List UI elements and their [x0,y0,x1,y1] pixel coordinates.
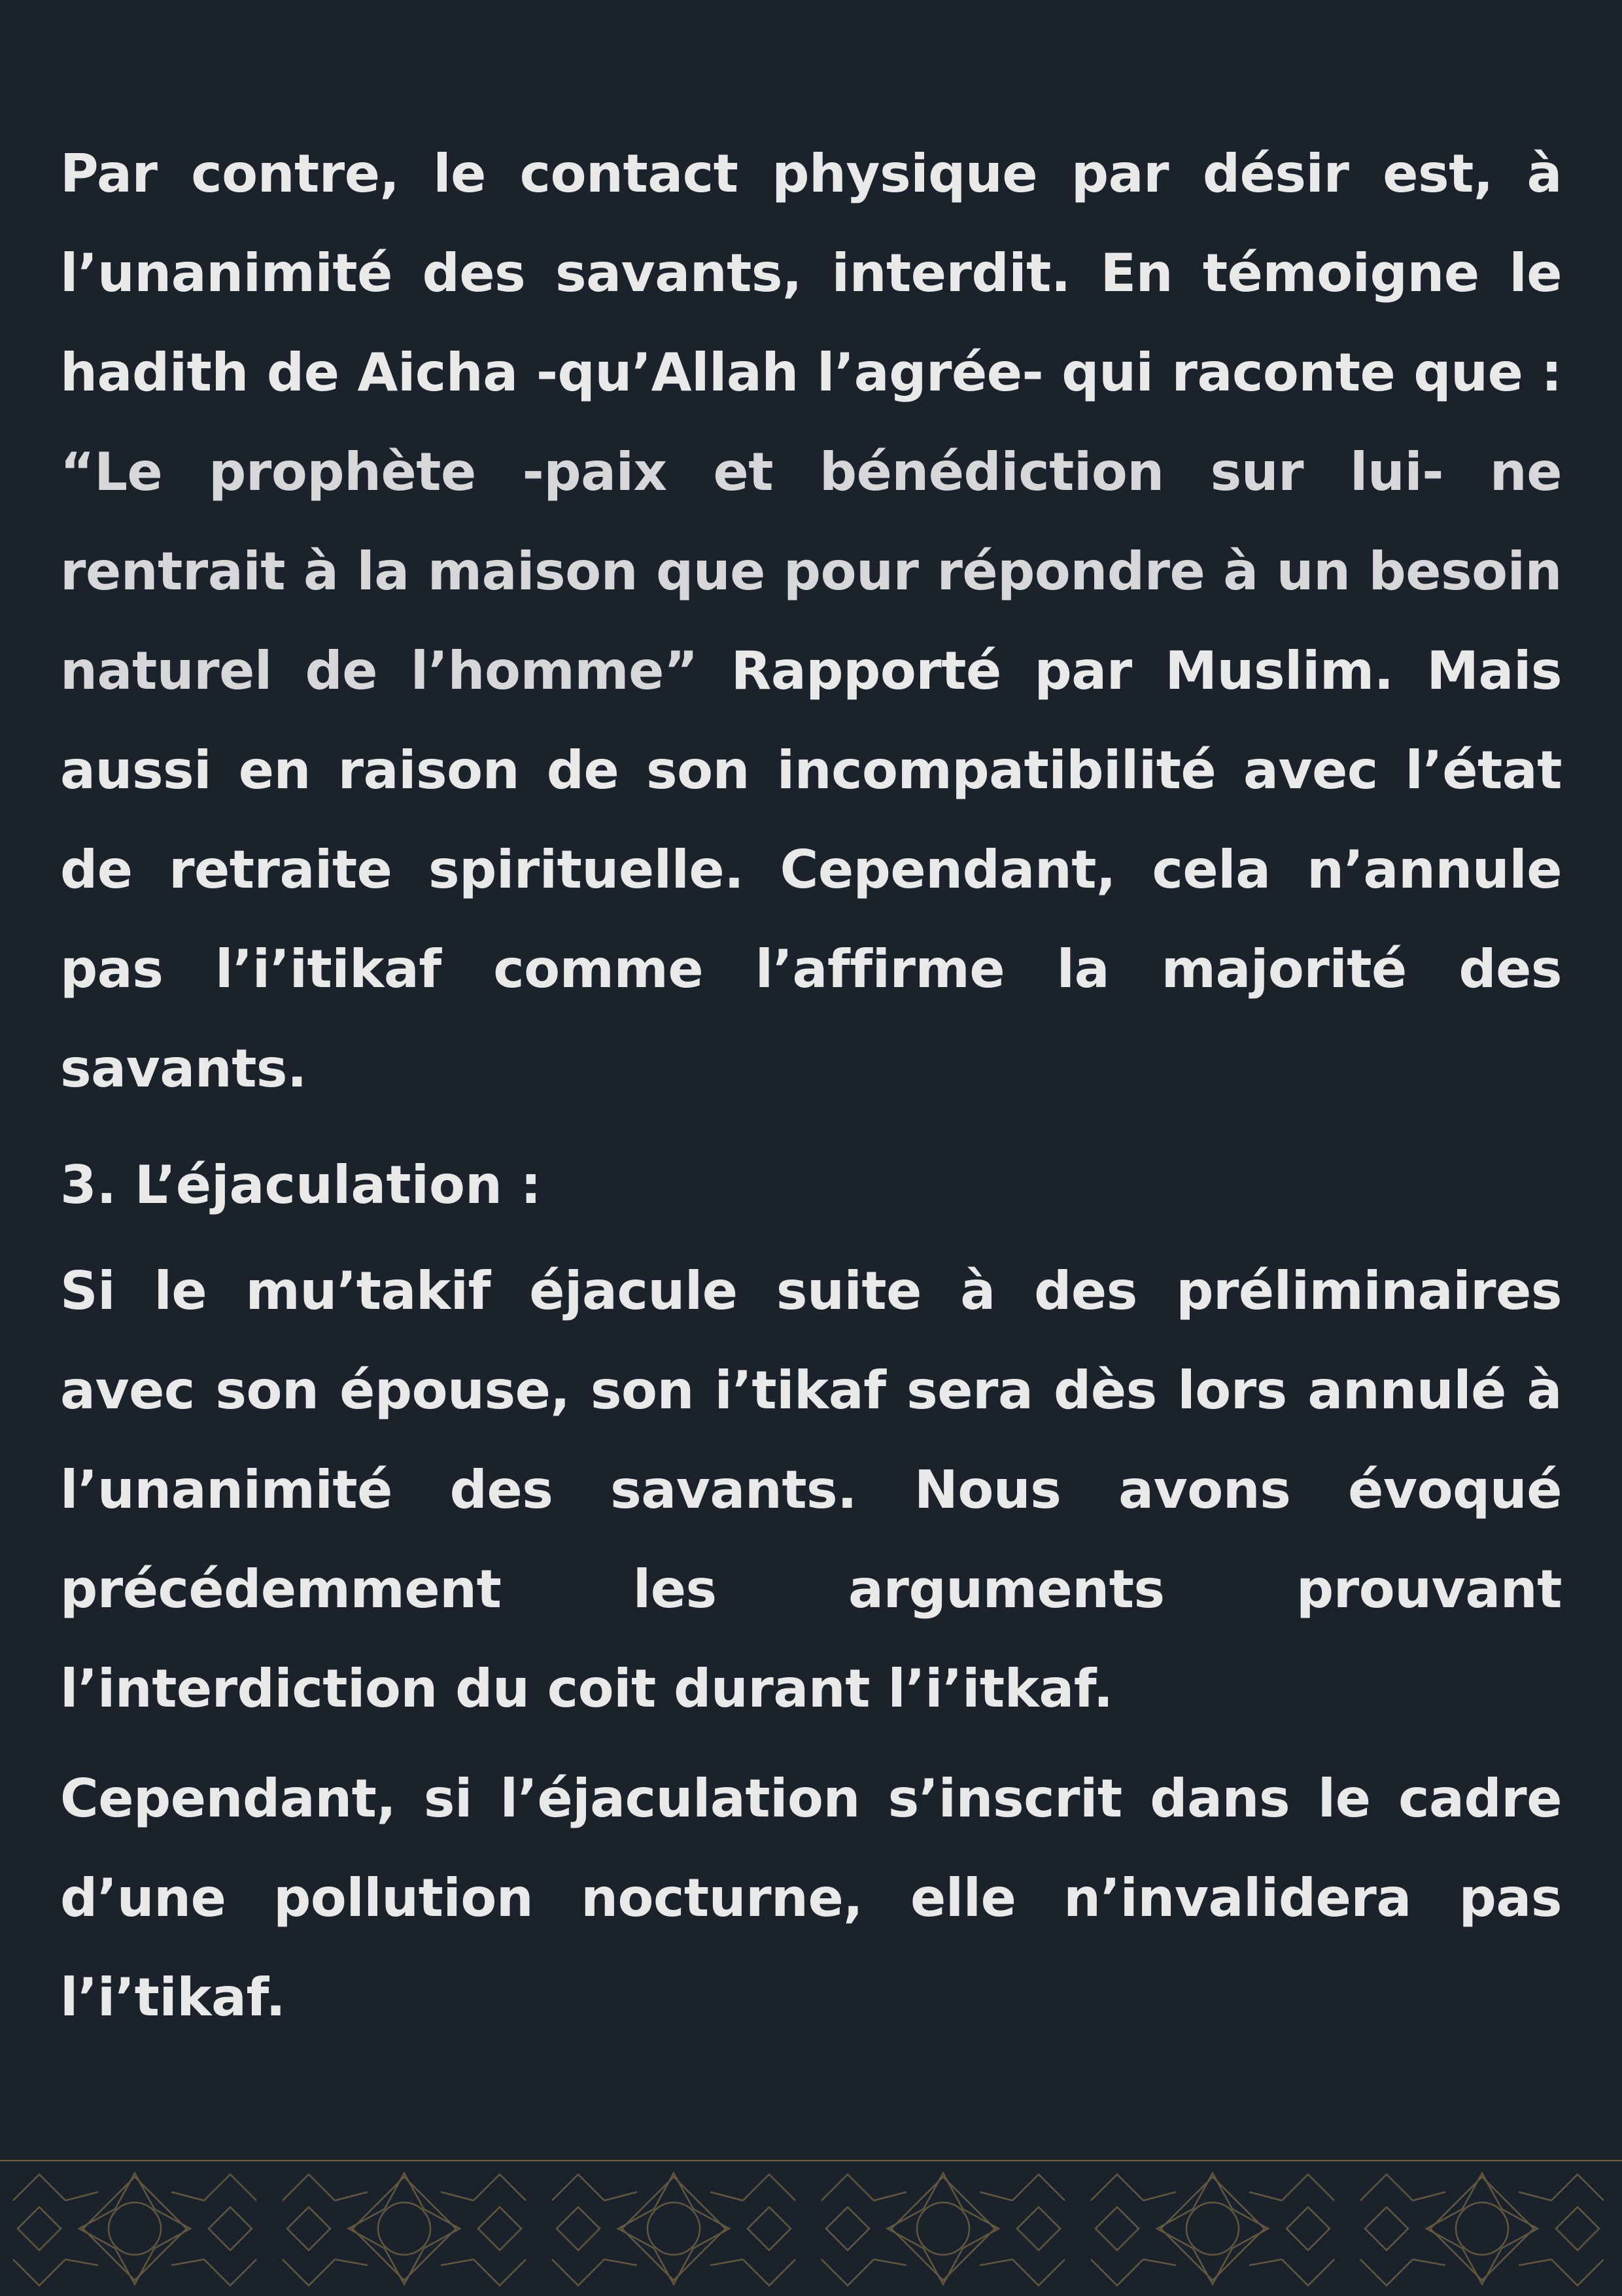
page-content [60,124,1562,2047]
paragraph-ejaculation: Si le mu’takif éjacule suite à des préliminaires avec son épouse, son i’tikaf sera dès lors annulé à l’unanimité des savants. Nous avons évoqué précédemment les arguments prouvant l’interdiction du coit durant l’i’itkaf. [60,1261,1562,1719]
paragraph-text: Par contre, le contact physique par désir est, à l’unanimité des savants, interdit. En témoigne le hadith de Aicha -qu’Allah l’agrée- qui raconte que : [60,143,1562,403]
hadith-quote: “Le prophète -paix et bénédiction sur lui- ne rentrait à la maison que pour répondre à un besoin naturel de l’homme” [60,442,1562,701]
paragraph-contact-physique [60,124,1562,1119]
footer-ornament-band [0,2160,1622,2296]
paragraph-text-continued: Rapporté par Muslim. Mais aussi en raison de son incompatibilité avec l’état de retraite spirituelle. Cependant, cela n’annule pas l’i’itikaf comme l’affirme la majorité des savants. [60,640,1562,1099]
paragraph-pollution-nocturne: Cependant, si l’éjaculation s’inscrit dans le cadre d’une pollution nocturne, elle n’invalidera pas l’i’tikaf. [60,1768,1562,2028]
section-heading: 3. L’éjaculation : [60,1155,542,1215]
geometric-star-ornament-icon [0,2161,1622,2296]
